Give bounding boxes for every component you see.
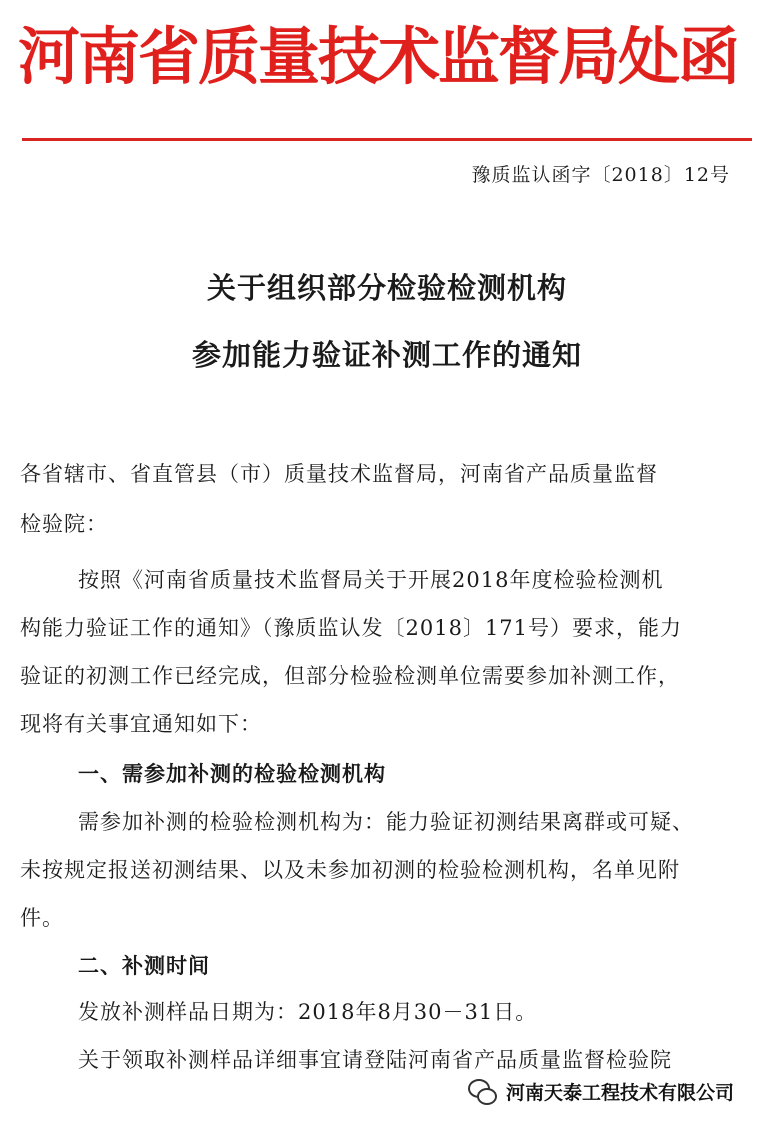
section-1-line-2: 未按规定报送初测结果、以及未参加初测的检验检测机构，名单见附 [20,858,680,882]
paragraph-1-line-1: 按照《河南省质量技术监督局关于开展2018年度检验检测机 [78,568,664,592]
paragraph-1-line-3: 验证的初测工作已经完成，但部分检验检测单位需要参加补测工作， [20,664,680,688]
section-1-heading: 一、需参加补测的检验检测机构 [78,761,386,786]
notice-title-line-1: 关于组织部分检验检测机构 [206,271,567,305]
red-divider [22,138,752,141]
section-2-line-2: 关于领取补测样品详细事宜请登陆河南省产品质量监督检验院 [78,1048,672,1072]
notice-title-line-2: 参加能力验证补测工作的通知 [191,338,582,372]
addressee-line-1: 各省辖市、省直管县（市）质量技术监督局，河南省产品质量监督 [20,462,658,486]
section-1-line-3: 件。 [20,906,64,930]
addressee-line-2: 检验院： [20,512,108,536]
watermark [466,1072,762,1110]
section-1-line-1: 需参加补测的检验检测机构为：能力验证初测结果离群或可疑、 [78,810,694,834]
section-2-line-1: 发放补测样品日期为：2018年8月30－31日。 [78,1000,538,1024]
paragraph-1-line-4: 现将有关事宜通知如下： [20,712,262,736]
wechat-icon [466,1076,496,1106]
watermark-text: 河南天泰工程技术有限公司 [506,1081,735,1104]
header-title: 河南省质量技术监督局处函 [18,20,739,93]
document-number: 豫质监认函字〔2018〕12号 [471,164,730,186]
paragraph-1-line-2: 构能力验证工作的通知》（豫质监认发〔2018〕171号）要求，能力 [20,616,683,640]
section-2-heading: 二、补测时间 [78,953,210,978]
